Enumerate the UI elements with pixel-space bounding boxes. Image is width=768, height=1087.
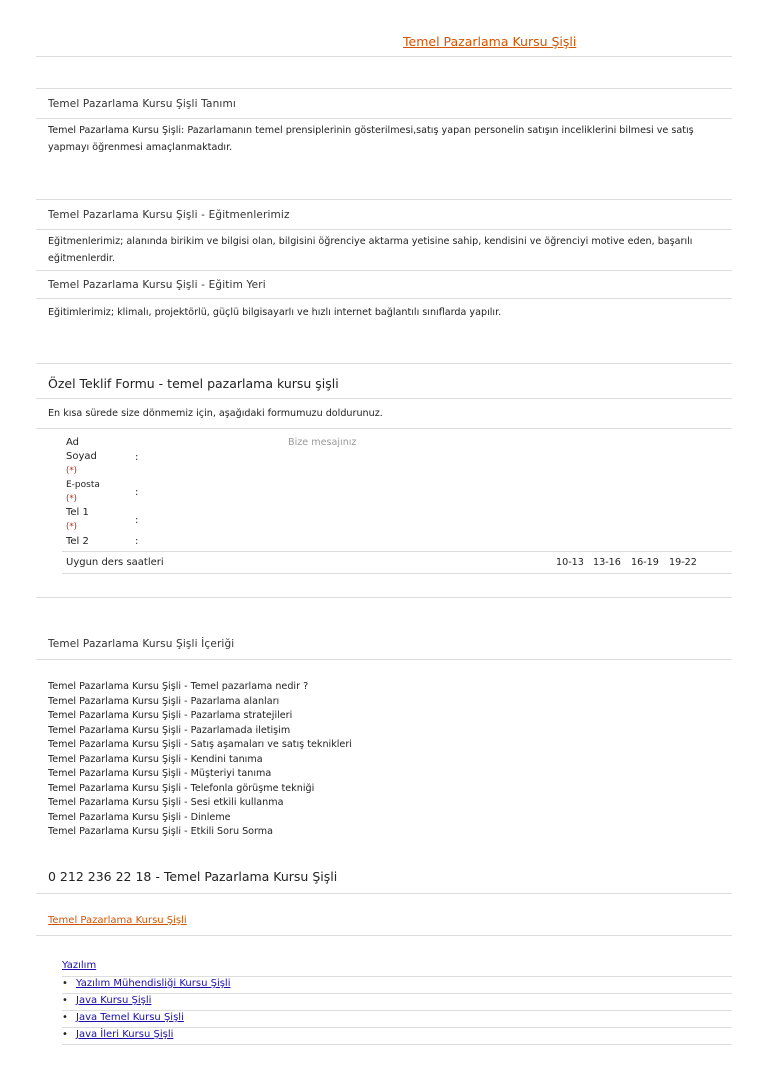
divider — [36, 659, 732, 660]
divider — [36, 893, 732, 894]
divider — [62, 573, 732, 574]
divider — [62, 976, 732, 977]
hours-option[interactable]: 13-16 — [593, 557, 621, 568]
trainers-text: Eğitmenlerimiz; alanında birikim ve bilgisi olan, bilgisini öğrenciye aktarma yetisine sahip, kendisini ve öğrenciyi motive eden, başarılı eğitmenlerdir. — [48, 236, 693, 264]
nav-link[interactable]: Java Kursu Şişli — [76, 995, 152, 1006]
list-item: Temel Pazarlama Kursu Şişli - Satış aşamaları ve satış teknikleri — [48, 739, 352, 750]
location-text: Eğitimlerimiz; klimalı, projektörlü, güçlü bilgisayarlı ve hızlı internet bağlantılı sınıflarda yapılır. — [48, 307, 502, 318]
header-course-link[interactable]: Temel Pazarlama Kursu Şişli — [403, 34, 577, 49]
email-label: E-posta — [66, 480, 100, 490]
divider — [36, 428, 732, 429]
definition-title: Temel Pazarlama Kursu Şişli Tanımı — [48, 98, 236, 110]
divider — [36, 935, 732, 936]
divider — [36, 398, 732, 399]
divider — [36, 363, 732, 364]
list-item: Temel Pazarlama Kursu Şişli - Telefonla görüşme tekniği — [48, 782, 315, 794]
nav-item — [62, 995, 151, 1006]
divider — [36, 88, 732, 89]
required-mark: (*) — [66, 522, 77, 532]
bullet: • — [62, 995, 68, 1006]
list-item: Temel Pazarlama Kursu Şişli - Sesi etkili kullanma — [48, 797, 284, 808]
divider — [36, 199, 732, 200]
form-title: Özel Teklif Formu - temel pazarlama kursu şişli — [48, 376, 339, 391]
nav-link[interactable]: Java İleri Kursu Şişli — [76, 1029, 174, 1040]
nav-item — [62, 978, 230, 989]
divider — [62, 1044, 732, 1045]
divider — [62, 993, 732, 994]
divider — [36, 118, 732, 119]
definition-text: Temel Pazarlama Kursu Şişli: Pazarlamanın temel prensiplerinin gösterilmesi,satış yapan personelin satışın inceliklerini bilmesi ve satış yapmayı öğrenmesi amaçlanmaktadır. — [48, 125, 694, 153]
bullet: • — [62, 978, 68, 989]
surname-label: Soyad — [66, 451, 97, 462]
contents-list — [48, 680, 352, 840]
bullet: • — [62, 1012, 68, 1023]
divider — [62, 1027, 732, 1028]
phone-title: 0 212 236 22 18 - Temel Pazarlama Kursu Şişli — [48, 869, 338, 884]
tel1-field[interactable]: : — [135, 515, 139, 526]
list-item: Temel Pazarlama Kursu Şişli - Müşteriyi tanıma — [48, 768, 272, 779]
contents-title: Temel Pazarlama Kursu Şişli İçeriği — [48, 638, 235, 650]
location-title: Temel Pazarlama Kursu Şişli - Eğitim Yeri — [48, 279, 266, 291]
tel2-field[interactable]: : — [135, 536, 139, 547]
list-item: Temel Pazarlama Kursu Şişli - Pazarlama stratejileri — [48, 710, 293, 721]
list-item: Temel Pazarlama Kursu Şişli - Kendini tanıma — [48, 753, 263, 765]
required-mark: (*) — [66, 466, 77, 476]
trainers-title: Temel Pazarlama Kursu Şişli - Eğitmenlerimiz — [48, 209, 290, 221]
divider — [62, 1010, 732, 1011]
list-item: Temel Pazarlama Kursu Şişli - Dinleme — [48, 811, 231, 823]
divider — [36, 229, 732, 230]
hours-option[interactable]: 19-22 — [669, 557, 697, 568]
hours-option[interactable]: 16-19 — [631, 557, 659, 568]
nav-link[interactable]: Java Temel Kursu Şişli — [76, 1012, 184, 1023]
surname-field[interactable]: : — [135, 452, 139, 463]
hours-label: Uygun ders saatleri — [66, 557, 164, 568]
hours-option[interactable]: 10-13 — [556, 557, 584, 568]
list-item: Temel Pazarlama Kursu Şişli - Temel pazarlama nedir ? — [48, 681, 309, 692]
nav-link[interactable]: Yazılım Mühendisliği Kursu Şişli — [76, 978, 231, 989]
bullet: • — [62, 1029, 68, 1040]
list-item: Temel Pazarlama Kursu Şişli - Pazarlamada iletişim — [48, 724, 291, 736]
list-item: Temel Pazarlama Kursu Şişli - Pazarlama alanları — [48, 695, 280, 707]
list-item: Temel Pazarlama Kursu Şişli - Etkili Soru Sorma — [48, 826, 274, 837]
nav-item — [62, 1012, 184, 1023]
divider — [62, 551, 732, 552]
divider — [36, 270, 732, 271]
name-label: Ad — [66, 437, 80, 448]
tel1-label: Tel 1 — [66, 507, 89, 518]
form-intro: En kısa sürede size dönmemiz için, aşağıdaki formumuzu doldurunuz. — [48, 408, 383, 419]
message-textarea[interactable]: Bize mesajınız — [288, 437, 357, 448]
email-field[interactable]: : — [135, 487, 139, 498]
nav-item — [62, 1029, 173, 1040]
divider — [36, 56, 732, 57]
footer-course-link[interactable]: Temel Pazarlama Kursu Şişli — [48, 915, 187, 926]
divider — [36, 597, 732, 598]
tel2-label: Tel 2 — [66, 536, 89, 547]
required-mark: (*) — [66, 494, 77, 504]
category-link-yazilim[interactable]: Yazılım — [62, 960, 97, 971]
divider — [36, 298, 732, 299]
